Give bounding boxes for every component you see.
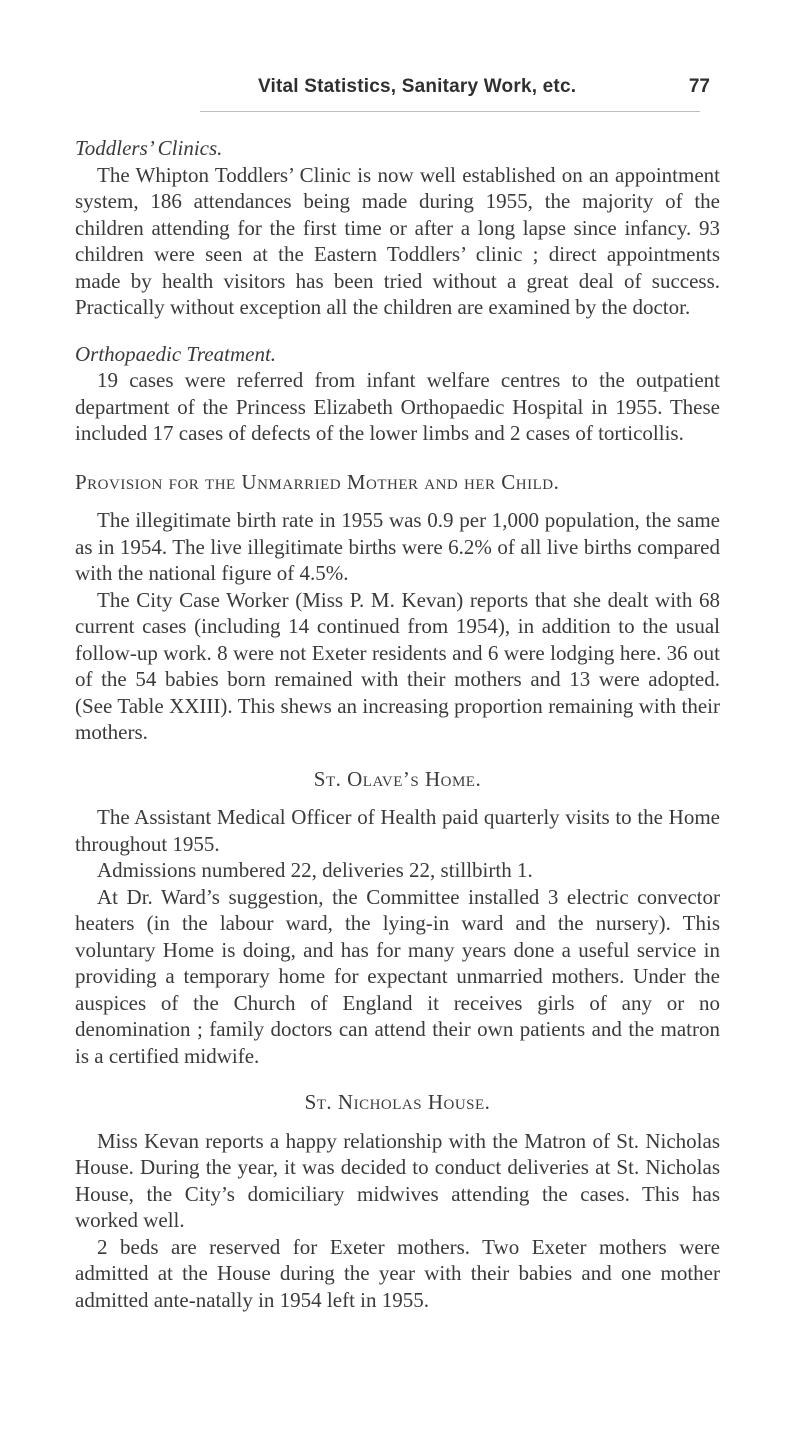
st-olaves-paragraph-3: At Dr. Ward’s suggestion, the Committee installed 3 electric convector heaters (in the labour ward, the lying-in ward and the nursery). This voluntary Home is doing, and has for many years done a useful service in providing a temporary home for expectant unmarried mothers. Under the auspices of the Church of England it receives girls of any or no denomination ; family doctors can attend their own patients and the matron is a certified midwife.	[75, 884, 720, 1068]
page-number: 77	[688, 76, 710, 97]
header-rule	[200, 111, 700, 112]
running-title: Vital Statistics, Sanitary Work, etc.	[258, 76, 577, 97]
toddlers-heading: Toddlers’ Clinics.	[75, 136, 223, 160]
orthopaedic-paragraph: 19 cases were referred from infant welfare centres to the outpatient department of the Princess Elizabeth Orthopaedic Hospital in 1955. These included 17 cases of defects of the lower limbs and 2 cases of torticollis.	[75, 368, 720, 445]
orthopaedic-heading: Orthopaedic Treatment.	[75, 341, 277, 366]
st-olaves-heading: St. Olave’s Home.	[313, 766, 482, 791]
st-nicholas-paragraph-1: Miss Kevan reports a happy relationship with the Matron of St. Nicholas House. During the year, it was decided to conduct deliveries at St. Nicholas House, the City’s domiciliary midwives attending the cases. This has worked well.	[75, 1128, 720, 1232]
unmarried-mother-paragraph-1: The illegitimate birth rate in 1955 was 0.9 per 1,000 population, the same as in 1954. The live illegitimate births were 6.2% of all live births compared with the national figure of 4.5%.	[75, 508, 720, 585]
body-text	[75, 135, 720, 1313]
st-nicholas-paragraph-2: 2 beds are reserved for Exeter mothers. Two Exeter mothers were admitted at the House during the year with their babies and one mother admitted ante-natally in 1954 left in 1955.	[75, 1234, 720, 1312]
unmarried-mother-heading: Provision for the Unmarried Mother and her Child.	[75, 469, 560, 494]
running-head	[0, 76, 800, 110]
st-nicholas-heading: St. Nicholas House.	[304, 1090, 491, 1114]
st-olaves-paragraph-2: Admissions numbered 22, deliveries 22, stillbirth 1.	[97, 858, 533, 882]
st-olaves-paragraph-1: The Assistant Medical Officer of Health paid quarterly visits to the Home throughout 1955.	[75, 805, 720, 856]
unmarried-mother-paragraph-2: The City Case Worker (Miss P. M. Kevan) reports that she dealt with 68 current cases (including 14 continued from 1954), in addition to the usual follow-up work. 8 were not Exeter residents and 6 were lodging here. 36 out of the 54 babies born remained with their mothers and 13 were adopted. (See Table XXIII). This shews an increasing proportion remaining with their mothers.	[75, 587, 720, 744]
toddlers-paragraph: The Whipton Toddlers’ Clinic is now well established on an appointment system, 186 attendances being made during 1955, the majority of the children attending for the first time or after a long lapse since infancy. 93 children were seen at the Eastern Toddlers’ clinic ; direct appointments made by health visitors has been tried without a great deal of success. Practically without exception all the children are examined by the doctor.	[75, 162, 720, 319]
